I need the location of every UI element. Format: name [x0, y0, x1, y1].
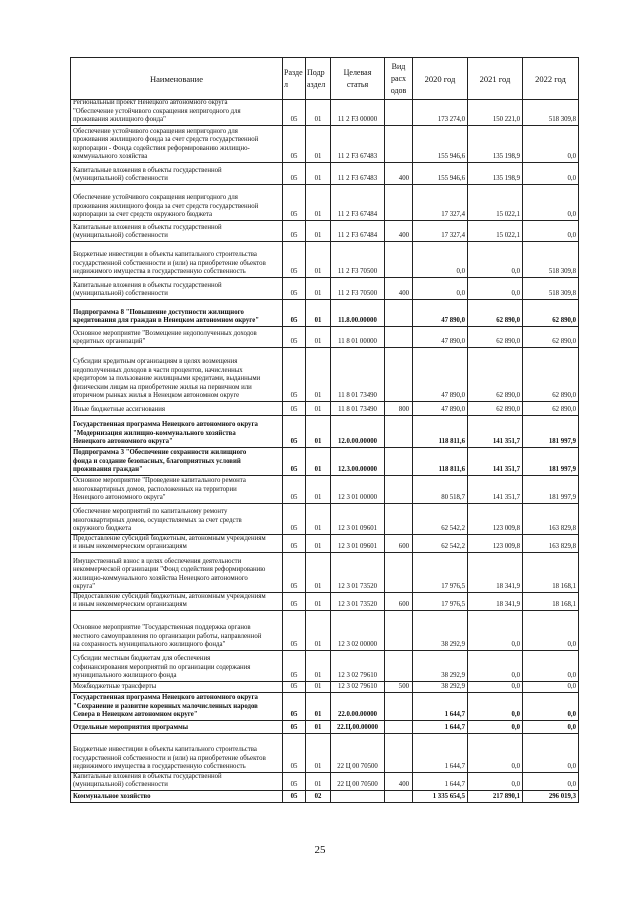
row-name-cell: Капитальные вложения в объекты государственной (муниципальной) собственности	[71, 163, 283, 184]
table-row	[71, 185, 579, 221]
subsection-cell: 01	[306, 300, 331, 326]
subsection-cell: 01	[306, 504, 331, 534]
table-row	[71, 593, 579, 611]
amount-2021-cell: 18 341,9	[468, 553, 523, 592]
header-section: Разде л	[283, 58, 306, 99]
row-name-cell: Государственная программа Ненецкого автономного округа "Модернизация жилищно-коммунального хозяйства Ненецкого автономного округа"	[71, 416, 283, 447]
amount-2021-cell: 15 022,1	[468, 221, 523, 241]
amount-2021-cell: 0,0	[468, 682, 523, 692]
section-cell: 05	[283, 163, 306, 184]
section-cell: 05	[283, 734, 306, 772]
expense-type-cell	[385, 721, 413, 733]
row-name-cell: Государственная программа Ненецкого автономного округа "Сохранение и развитие коренных малочисленных народов Севера в Ненецком автономном округе"	[71, 693, 283, 720]
section-cell: 05	[283, 100, 306, 125]
amount-2020-cell: 17 327,4	[413, 185, 468, 220]
subsection-cell: 01	[306, 721, 331, 733]
amount-2020-cell: 1 644,7	[413, 773, 468, 790]
target-article-cell: 12 3 01 73520	[331, 593, 385, 610]
subsection-cell: 01	[306, 126, 331, 162]
table-row	[71, 163, 579, 185]
target-article-cell: 12.3.00.00000	[331, 448, 385, 475]
section-cell: 05	[283, 278, 306, 299]
amount-2021-cell: 0,0	[468, 721, 523, 733]
header-year-2021: 2021 год	[468, 58, 523, 99]
table-row	[71, 476, 579, 504]
amount-2020-cell: 17 976,5	[413, 593, 468, 610]
amount-2020-cell: 17 976,5	[413, 553, 468, 592]
expense-type-cell	[385, 327, 413, 347]
amount-2022-cell: 62 890,0	[523, 300, 579, 326]
subsection-cell: 01	[306, 773, 331, 790]
amount-2022-cell: 163 829,8	[523, 535, 579, 552]
row-name-cell: Обеспечение мероприятий по капитальному ремонту многоквартирных домов, осуществляемых за счет средств окружного бюджета	[71, 504, 283, 534]
amount-2022-cell: 0,0	[523, 721, 579, 733]
amount-2021-cell: 18 341,9	[468, 593, 523, 610]
section-cell: 05	[283, 721, 306, 733]
amount-2021-cell: 15 022,1	[468, 185, 523, 220]
table-row	[71, 682, 579, 693]
amount-2020-cell: 47 890,0	[413, 348, 468, 401]
amount-2022-cell: 518 309,8	[523, 278, 579, 299]
row-name-cell: Субсидии местным бюджетам для обеспечения софинансирования мероприятий по организации содержания муниципального жилищного фонда	[71, 651, 283, 681]
target-article-cell: 12 3 02 79610	[331, 682, 385, 692]
amount-2021-cell: 62 890,0	[468, 402, 523, 415]
amount-2022-cell: 0,0	[523, 163, 579, 184]
expense-type-cell: 600	[385, 535, 413, 552]
budget-table	[70, 57, 579, 803]
header-year-2022: 2022 год	[523, 58, 579, 99]
target-article-cell: 11 2 F3 67483	[331, 163, 385, 184]
subsection-cell: 01	[306, 734, 331, 772]
target-article-cell: 11 8 01 73490	[331, 348, 385, 401]
amount-2022-cell: 0,0	[523, 221, 579, 241]
table-row	[71, 402, 579, 416]
subsection-cell: 01	[306, 402, 331, 415]
target-article-cell: 12 3 01 09601	[331, 535, 385, 552]
row-name-cell: Капитальные вложения в объекты государственной (муниципальной) собственности	[71, 221, 283, 241]
amount-2021-cell: 0,0	[468, 651, 523, 681]
row-name-cell: Иные бюджетные ассигнования	[71, 402, 283, 415]
table-row	[71, 221, 579, 242]
table-row	[71, 773, 579, 791]
target-article-cell: 11 2 F3 70500	[331, 242, 385, 277]
amount-2022-cell: 0,0	[523, 126, 579, 162]
amount-2022-cell: 62 890,0	[523, 402, 579, 415]
section-cell: 05	[283, 504, 306, 534]
amount-2022-cell: 0,0	[523, 734, 579, 772]
amount-2020-cell: 173 274,0	[413, 100, 468, 125]
amount-2021-cell: 141 351,7	[468, 448, 523, 475]
subsection-cell: 01	[306, 185, 331, 220]
expense-type-cell: 800	[385, 402, 413, 415]
header-target-article: Целевая статья	[331, 58, 385, 99]
header-subsection: Подр аздел	[306, 58, 331, 99]
subsection-cell: 01	[306, 242, 331, 277]
row-name-cell: Коммунальное хозяйство	[71, 791, 283, 802]
target-article-cell: 11 8 01 73490	[331, 402, 385, 415]
target-article-cell: 12 3 02 79610	[331, 651, 385, 681]
header-name: Наименование	[71, 58, 283, 99]
section-cell: 05	[283, 242, 306, 277]
target-article-cell: 12 3 02 00000	[331, 611, 385, 650]
amount-2020-cell: 38 292,9	[413, 611, 468, 650]
subsection-cell: 01	[306, 651, 331, 681]
amount-2021-cell: 0,0	[468, 773, 523, 790]
row-name-cell: Региональный проект Ненецкого автономного округа "Обеспечение устойчивого сокращения непригодного для проживания жилищного фонда"	[71, 100, 283, 125]
table-row	[71, 504, 579, 535]
expense-type-cell	[385, 504, 413, 534]
target-article-cell: 22.Ц.00.00000	[331, 721, 385, 733]
row-name-cell: Подпрограмма 3 "Обеспечение сохранности жилищного фонда и создание безопасных, благоприятных условий проживания граждан"	[71, 448, 283, 475]
row-name-cell: Обеспечение устойчивого сокращения непригодного для проживания жилищного фонда за счет средств государственной корпорации за счет средств окружного бюджета	[71, 185, 283, 220]
table-row	[71, 126, 579, 163]
target-article-cell: 12 3 01 00000	[331, 476, 385, 503]
header-expense-type: Вид расх одов	[385, 58, 413, 99]
expense-type-cell	[385, 448, 413, 475]
table-row	[71, 734, 579, 773]
amount-2021-cell: 0,0	[468, 693, 523, 720]
section-cell: 05	[283, 476, 306, 503]
row-name-cell: Бюджетные инвестиции в объекты капитального строительства государственной собственности и (или) на приобретение объектов недвижимого имущества в государственную собственность	[71, 734, 283, 772]
subsection-cell: 01	[306, 278, 331, 299]
amount-2020-cell: 38 292,9	[413, 682, 468, 692]
amount-2021-cell: 123 009,8	[468, 504, 523, 534]
section-cell: 05	[283, 348, 306, 401]
subsection-cell: 01	[306, 221, 331, 241]
table-body	[71, 100, 579, 803]
subsection-cell: 01	[306, 611, 331, 650]
subsection-cell: 01	[306, 476, 331, 503]
subsection-cell: 01	[306, 535, 331, 552]
row-name-cell: Основное мероприятие "Возмещение недополученных доходов кредитных организаций"	[71, 327, 283, 347]
expense-type-cell	[385, 611, 413, 650]
row-name-cell: Обеспечение устойчивого сокращения непригодного для проживания жилищного фонда за счет средств государственной корпорации - Фонда содействия реформированию жилищно- коммунального хозяйства	[71, 126, 283, 162]
target-article-cell: 12 3 01 73520	[331, 553, 385, 592]
expense-type-cell	[385, 348, 413, 401]
target-article-cell: 22 Ц 00 70500	[331, 773, 385, 790]
table-row	[71, 448, 579, 476]
target-article-cell: 11 2 F3 00000	[331, 100, 385, 125]
amount-2020-cell: 80 518,7	[413, 476, 468, 503]
amount-2022-cell: 181 997,9	[523, 416, 579, 447]
amount-2022-cell: 181 997,9	[523, 476, 579, 503]
amount-2021-cell: 62 890,0	[468, 327, 523, 347]
amount-2022-cell: 0,0	[523, 682, 579, 692]
amount-2022-cell: 181 997,9	[523, 448, 579, 475]
expense-type-cell	[385, 242, 413, 277]
amount-2020-cell: 0,0	[413, 278, 468, 299]
subsection-cell: 01	[306, 100, 331, 125]
section-cell: 05	[283, 448, 306, 475]
amount-2020-cell: 1 644,7	[413, 721, 468, 733]
section-cell: 05	[283, 185, 306, 220]
expense-type-cell	[385, 734, 413, 772]
row-name-cell: Предоставление субсидий бюджетным, автономным учреждениям и иным некоммерческим организациям	[71, 593, 283, 610]
section-cell: 05	[283, 682, 306, 692]
amount-2022-cell: 0,0	[523, 185, 579, 220]
target-article-cell: 11 2 F3 70500	[331, 278, 385, 299]
table-row	[71, 611, 579, 651]
section-cell: 05	[283, 327, 306, 347]
table-row	[71, 300, 579, 327]
amount-2021-cell: 0,0	[468, 278, 523, 299]
expense-type-cell	[385, 553, 413, 592]
row-name-cell: Предоставление субсидий бюджетным, автономным учреждениям и иным некоммерческим организациям	[71, 535, 283, 552]
table-row	[71, 100, 579, 126]
row-name-cell: Основное мероприятие "Государственная поддержка органов местного самоуправления по организации работы, направленной на сохранность муниципального жилищного фонда"	[71, 611, 283, 650]
table-row	[71, 553, 579, 593]
amount-2021-cell: 135 198,9	[468, 126, 523, 162]
amount-2021-cell: 62 890,0	[468, 348, 523, 401]
page-number: 25	[314, 844, 326, 856]
table-row	[71, 348, 579, 402]
table-row	[71, 693, 579, 721]
row-name-cell: Капитальные вложения в объекты государственной (муниципальной) собственности	[71, 773, 283, 790]
expense-type-cell: 600	[385, 593, 413, 610]
amount-2020-cell: 118 811,6	[413, 416, 468, 447]
section-cell: 05	[283, 773, 306, 790]
amount-2020-cell: 38 292,9	[413, 651, 468, 681]
amount-2022-cell: 62 890,0	[523, 327, 579, 347]
section-cell: 05	[283, 535, 306, 552]
amount-2020-cell: 1 644,7	[413, 693, 468, 720]
row-name-cell: Межбюджетные трансферты	[71, 682, 283, 692]
amount-2022-cell: 518 309,8	[523, 100, 579, 125]
section-cell: 05	[283, 693, 306, 720]
section-cell: 05	[283, 300, 306, 326]
header-year-2020: 2020 год	[413, 58, 468, 99]
expense-type-cell: 400	[385, 278, 413, 299]
amount-2020-cell: 47 890,0	[413, 327, 468, 347]
amount-2020-cell: 0,0	[413, 242, 468, 277]
subsection-cell: 02	[306, 791, 331, 802]
amount-2022-cell: 18 168,1	[523, 593, 579, 610]
subsection-cell: 01	[306, 327, 331, 347]
amount-2022-cell: 518 309,8	[523, 242, 579, 277]
amount-2022-cell: 296 019,3	[523, 791, 579, 802]
amount-2021-cell: 141 351,7	[468, 416, 523, 447]
amount-2021-cell: 123 009,8	[468, 535, 523, 552]
expense-type-cell: 400	[385, 773, 413, 790]
subsection-cell: 01	[306, 693, 331, 720]
amount-2020-cell: 1 335 654,5	[413, 791, 468, 802]
row-name-cell: Основное мероприятие "Проведение капитального ремонта многоквартирных домов, расположенных на территории Ненецкого автономного округа"	[71, 476, 283, 503]
amount-2021-cell: 0,0	[468, 611, 523, 650]
amount-2020-cell: 1 644,7	[413, 734, 468, 772]
table-header-row	[71, 58, 579, 100]
section-cell: 05	[283, 651, 306, 681]
row-name-cell: Подпрограмма 8 "Повышение доступности жилищного кредитования для граждан в Ненецком автономном округе"	[71, 300, 283, 326]
expense-type-cell	[385, 185, 413, 220]
expense-type-cell	[385, 300, 413, 326]
section-cell: 05	[283, 416, 306, 447]
target-article-cell: 11 2 F3 67484	[331, 185, 385, 220]
section-cell: 05	[283, 221, 306, 241]
expense-type-cell	[385, 416, 413, 447]
table-row	[71, 242, 579, 278]
amount-2020-cell: 155 946,6	[413, 163, 468, 184]
amount-2022-cell: 0,0	[523, 611, 579, 650]
expense-type-cell	[385, 126, 413, 162]
table-row	[71, 327, 579, 348]
amount-2021-cell: 0,0	[468, 734, 523, 772]
row-name-cell: Имущественный взнос в целях обеспечения деятельности некоммерческой организации "Фонд содействия реформированию жилищно-коммунального хозяйства Ненецкого автономного округа"	[71, 553, 283, 592]
amount-2020-cell: 47 890,0	[413, 300, 468, 326]
table-row	[71, 278, 579, 300]
amount-2022-cell: 62 890,0	[523, 348, 579, 401]
expense-type-cell	[385, 476, 413, 503]
amount-2022-cell: 18 168,1	[523, 553, 579, 592]
subsection-cell: 01	[306, 163, 331, 184]
target-article-cell: 11 8 01 00000	[331, 327, 385, 347]
subsection-cell: 01	[306, 448, 331, 475]
table-row	[71, 721, 579, 734]
expense-type-cell: 400	[385, 221, 413, 241]
amount-2022-cell: 163 829,8	[523, 504, 579, 534]
row-name-cell: Капитальные вложения в объекты государственной (муниципальной) собственности	[71, 278, 283, 299]
expense-type-cell: 500	[385, 682, 413, 692]
target-article-cell: 22 Ц 00 70500	[331, 734, 385, 772]
subsection-cell: 01	[306, 553, 331, 592]
target-article-cell: 22.0.00.00000	[331, 693, 385, 720]
section-cell: 05	[283, 126, 306, 162]
amount-2021-cell: 135 198,9	[468, 163, 523, 184]
subsection-cell: 01	[306, 593, 331, 610]
row-name-cell: Субсидии кредитным организациям в целях возмещения недополученных доходов в части процентов, начисленных кредитором за пользование жилищными кредитами, выданными физическим лицам на приобретение жилья на первичном или вторичном рынках жилья в Ненецком автономном округе	[71, 348, 283, 401]
expense-type-cell	[385, 693, 413, 720]
table-row	[71, 416, 579, 448]
amount-2021-cell: 141 351,7	[468, 476, 523, 503]
amount-2022-cell: 0,0	[523, 651, 579, 681]
row-name-cell: Отдельные мероприятия программы	[71, 721, 283, 733]
table-row	[71, 535, 579, 553]
section-cell: 05	[283, 553, 306, 592]
target-article-cell: 12 3 01 09601	[331, 504, 385, 534]
expense-type-cell: 400	[385, 163, 413, 184]
target-article-cell	[331, 791, 385, 802]
section-cell: 05	[283, 611, 306, 650]
table-row	[71, 791, 579, 803]
amount-2020-cell: 62 542,2	[413, 504, 468, 534]
row-name-cell: Бюджетные инвестиции в объекты капитального строительства государственной собственности и (или) на приобретение объектов недвижимого имущества в государственную собственность	[71, 242, 283, 277]
target-article-cell: 12.0.00.00000	[331, 416, 385, 447]
section-cell: 05	[283, 593, 306, 610]
target-article-cell: 11 2 F3 67483	[331, 126, 385, 162]
table-row	[71, 651, 579, 682]
expense-type-cell	[385, 791, 413, 802]
section-cell: 05	[283, 402, 306, 415]
section-cell: 05	[283, 791, 306, 802]
target-article-cell: 11.8.00.00000	[331, 300, 385, 326]
amount-2021-cell: 150 221,0	[468, 100, 523, 125]
subsection-cell: 01	[306, 416, 331, 447]
amount-2020-cell: 62 542,2	[413, 535, 468, 552]
amount-2021-cell: 0,0	[468, 242, 523, 277]
amount-2020-cell: 17 327,4	[413, 221, 468, 241]
amount-2020-cell: 118 811,6	[413, 448, 468, 475]
amount-2020-cell: 47 890,0	[413, 402, 468, 415]
expense-type-cell	[385, 651, 413, 681]
subsection-cell: 01	[306, 348, 331, 401]
amount-2022-cell: 0,0	[523, 693, 579, 720]
target-article-cell: 11 2 F3 67484	[331, 221, 385, 241]
expense-type-cell	[385, 100, 413, 125]
amount-2021-cell: 62 890,0	[468, 300, 523, 326]
subsection-cell: 01	[306, 682, 331, 692]
amount-2022-cell: 0,0	[523, 773, 579, 790]
amount-2021-cell: 217 890,1	[468, 791, 523, 802]
amount-2020-cell: 155 946,6	[413, 126, 468, 162]
